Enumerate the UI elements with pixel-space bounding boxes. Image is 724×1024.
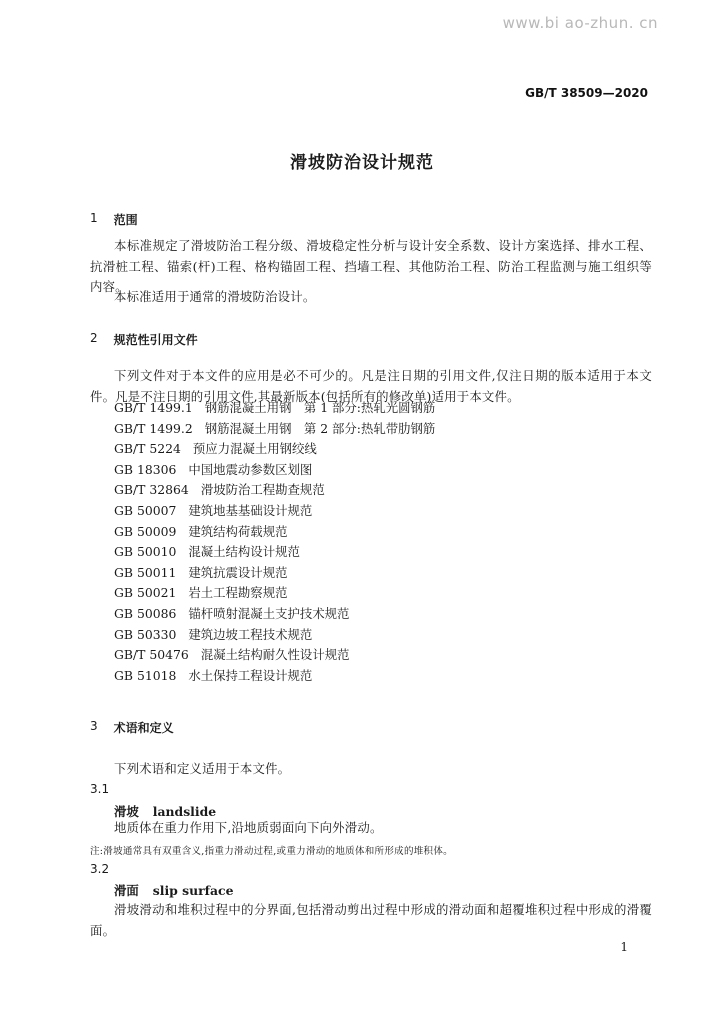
terms-intro: 下列术语和定义适用于本文件。 xyxy=(114,761,291,776)
reference-code: GB/T 50476 xyxy=(114,647,189,663)
reference-item xyxy=(114,522,435,543)
references-intro: 下列文件对于本文件的应用是必不可少的。凡是注日期的引用文件,仅注日期的版本适用于本文件。凡是不注日期的引用文件,其最新版本(包括所有的修改单)适用于本文件。 xyxy=(90,368,652,404)
reference-name: 混凝土结构设计规范 xyxy=(188,544,300,560)
term-number: 3.1 xyxy=(90,782,110,796)
scope-paragraph-1: 本标准规定了滑坡防治工程分级、滑坡稳定性分析与设计安全系数、设计方案选择、排水工程、抗滑桩工程、锚索(杆)工程、格构锚固工程、挡墙工程、其他防治工程、防治工程监测与施工组织等内容。 xyxy=(90,238,652,294)
reference-name: 钢筋混凝土用钢 第 1 部分:热轧光圆钢筋 xyxy=(204,400,436,415)
reference-code: GB 50330 xyxy=(114,626,177,642)
reference-list xyxy=(114,398,435,686)
standard-code: GB/T 38509—2020 xyxy=(525,86,648,100)
reference-code: GB 50011 xyxy=(114,564,177,580)
section-title: 规范性引用文件 xyxy=(113,333,198,347)
section-2-heading xyxy=(90,331,198,348)
section-number: 3 xyxy=(90,719,98,733)
scope-paragraph-2: 本标准适用于通常的滑坡防治设计。 xyxy=(114,289,316,304)
reference-name: 建筑地基基础设计规范 xyxy=(188,502,313,518)
reference-name: 岩土工程勘察规范 xyxy=(188,585,288,601)
section-number: 2 xyxy=(90,331,98,345)
reference-item xyxy=(114,542,435,563)
section-3-heading xyxy=(90,719,174,736)
section-title: 范围 xyxy=(113,213,138,227)
term-definition: 滑坡滑动和堆积过程中的分界面,包括滑动剪出过程中形成的滑动面和超覆堆积过程中形成的滑覆面。 xyxy=(90,902,652,938)
reference-name: 建筑结构荷载规范 xyxy=(188,523,288,539)
section-title: 术语和定义 xyxy=(113,721,174,735)
reference-code: GB 50086 xyxy=(114,605,177,621)
reference-code: GB/T 1499.1 xyxy=(114,400,193,415)
reference-item xyxy=(114,480,435,501)
reference-code: GB/T 32864 xyxy=(114,482,189,498)
reference-code: GB 50009 xyxy=(114,523,177,539)
reference-code: GB/T 5224 xyxy=(114,441,181,457)
reference-code: GB 18306 xyxy=(114,461,177,477)
reference-name: 建筑边坡工程技术规范 xyxy=(188,626,313,642)
page-number: 1 xyxy=(620,940,628,954)
watermark: www.bi ao-zhun. cn xyxy=(502,14,658,32)
reference-code: GB 50010 xyxy=(114,544,177,560)
term-name-en: slip surface xyxy=(152,883,234,898)
reference-item xyxy=(114,501,435,522)
reference-name: 锚杆喷射混凝土支护技术规范 xyxy=(188,605,350,621)
section-1-heading xyxy=(90,211,138,228)
reference-name: 滑坡防治工程勘查规范 xyxy=(200,482,325,498)
reference-name: 建筑抗震设计规范 xyxy=(188,564,288,580)
reference-name: 水土保持工程设计规范 xyxy=(188,667,313,683)
term-name-en: landslide xyxy=(152,804,217,819)
reference-item xyxy=(114,439,435,460)
reference-item xyxy=(114,625,435,646)
reference-item xyxy=(114,398,435,419)
reference-name: 混凝土结构耐久性设计规范 xyxy=(200,647,350,663)
reference-item xyxy=(114,460,435,481)
reference-code: GB/T 1499.2 xyxy=(114,420,193,436)
term-name-zh: 滑面 xyxy=(114,883,139,898)
reference-name: 钢筋混凝土用钢 第 2 部分:热轧带肋钢筋 xyxy=(204,420,436,436)
reference-item xyxy=(114,645,435,666)
reference-item xyxy=(114,563,435,584)
term-name xyxy=(114,881,233,899)
reference-name: 预应力混凝土用钢绞线 xyxy=(192,441,317,457)
document-title: 滑坡防治设计规范 xyxy=(290,153,434,173)
reference-item xyxy=(114,604,435,625)
term-name-zh: 滑坡 xyxy=(114,804,139,819)
reference-code: GB 50021 xyxy=(114,585,177,601)
reference-code: GB 51018 xyxy=(114,667,177,683)
reference-item xyxy=(114,583,435,604)
term-number: 3.2 xyxy=(90,862,110,876)
reference-name: 中国地震动参数区划图 xyxy=(188,461,313,477)
term-definition: 地质体在重力作用下,沿地质弱面向下向外滑动。 xyxy=(114,820,383,835)
reference-item xyxy=(114,419,435,440)
reference-item xyxy=(114,666,435,687)
reference-code: GB 50007 xyxy=(114,502,177,518)
term-note: 注:滑坡通常具有双重含义,指重力滑动过程,或重力滑动的地质体和所形成的堆积体。 xyxy=(90,846,453,857)
section-number: 1 xyxy=(90,211,98,225)
